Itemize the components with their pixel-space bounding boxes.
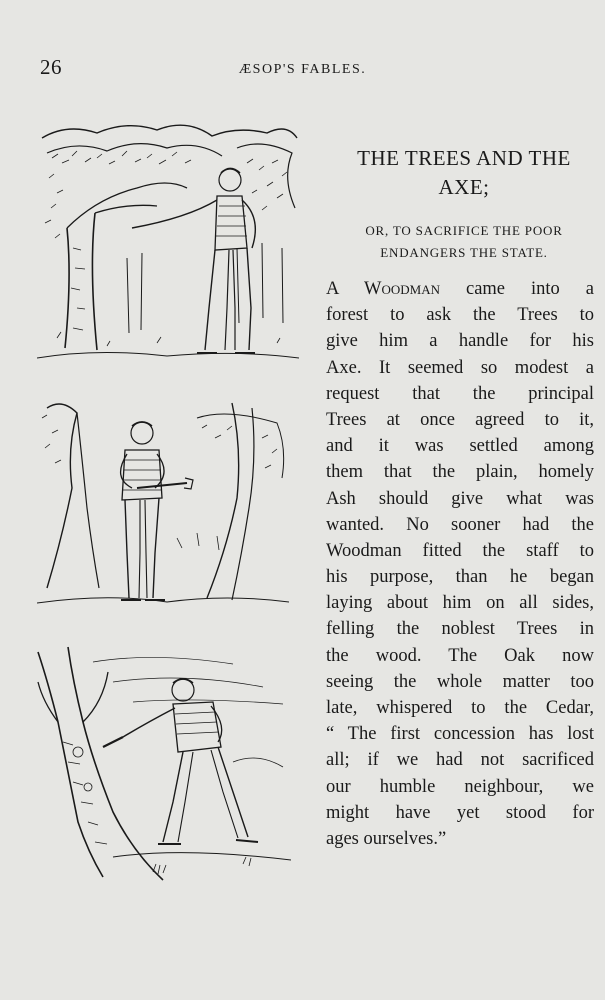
body-line: forest to ask the Trees to [326,305,594,326]
illustration-woodman-fitting-handle [37,388,289,610]
body-line: his purpose, than he began [326,567,594,588]
body-line: Trees at once agreed to it, [326,409,594,430]
body-line: “ The first concession has lost [326,724,594,745]
body-line: seeing the whole matter too [326,671,594,692]
body-line: them that the plain, homely [326,462,594,483]
body-line-last: ages ourselves.” [326,828,447,849]
illustration-woodman-asking-trees [37,118,299,366]
fable-moral-line-1: OR, TO SACRIFICE THE POOR [365,223,563,238]
body-line-0-rest: came into a [439,279,595,299]
body-line: felling the noblest Trees in [326,619,594,640]
first-word-rest: oodman [381,279,440,299]
fable-body [326,276,594,852]
page-number: 26 [40,55,62,79]
body-line: and it was settled among [326,436,594,457]
body-line: Ash should give what was [326,488,594,509]
body-line: might have yet stood for [326,802,594,823]
fable-moral [325,220,603,264]
body-line: the wood. The Oak now [326,645,594,666]
body-line: request that the principal [326,383,594,404]
body-line: our humble neighbour, we [326,776,594,797]
body-line: Woodman fitted the staff to [326,540,594,561]
fable-title-line-2: AXE; [438,175,490,199]
body-line-0 [326,276,594,302]
body-line: all; if we had not sacrificed [326,750,594,771]
running-head: ÆSOP'S FABLES. [238,62,367,77]
body-line: give him a handle for his [326,331,594,352]
illustration-woodman-felling-tree [33,642,291,887]
fable-moral-line-2: ENDANGERS THE STATE. [380,245,548,260]
body-line: laying about him on all sides, [326,593,594,614]
body-line: Axe. It seemed so modest a [326,357,594,378]
first-word-initial: A W [326,279,382,299]
fable-title-line-1: THE TREES AND THE [357,146,571,170]
body-line: late, whispered to the Cedar, [326,698,594,718]
fable-title [325,144,603,202]
body-line: wanted. No sooner had the [326,514,594,535]
